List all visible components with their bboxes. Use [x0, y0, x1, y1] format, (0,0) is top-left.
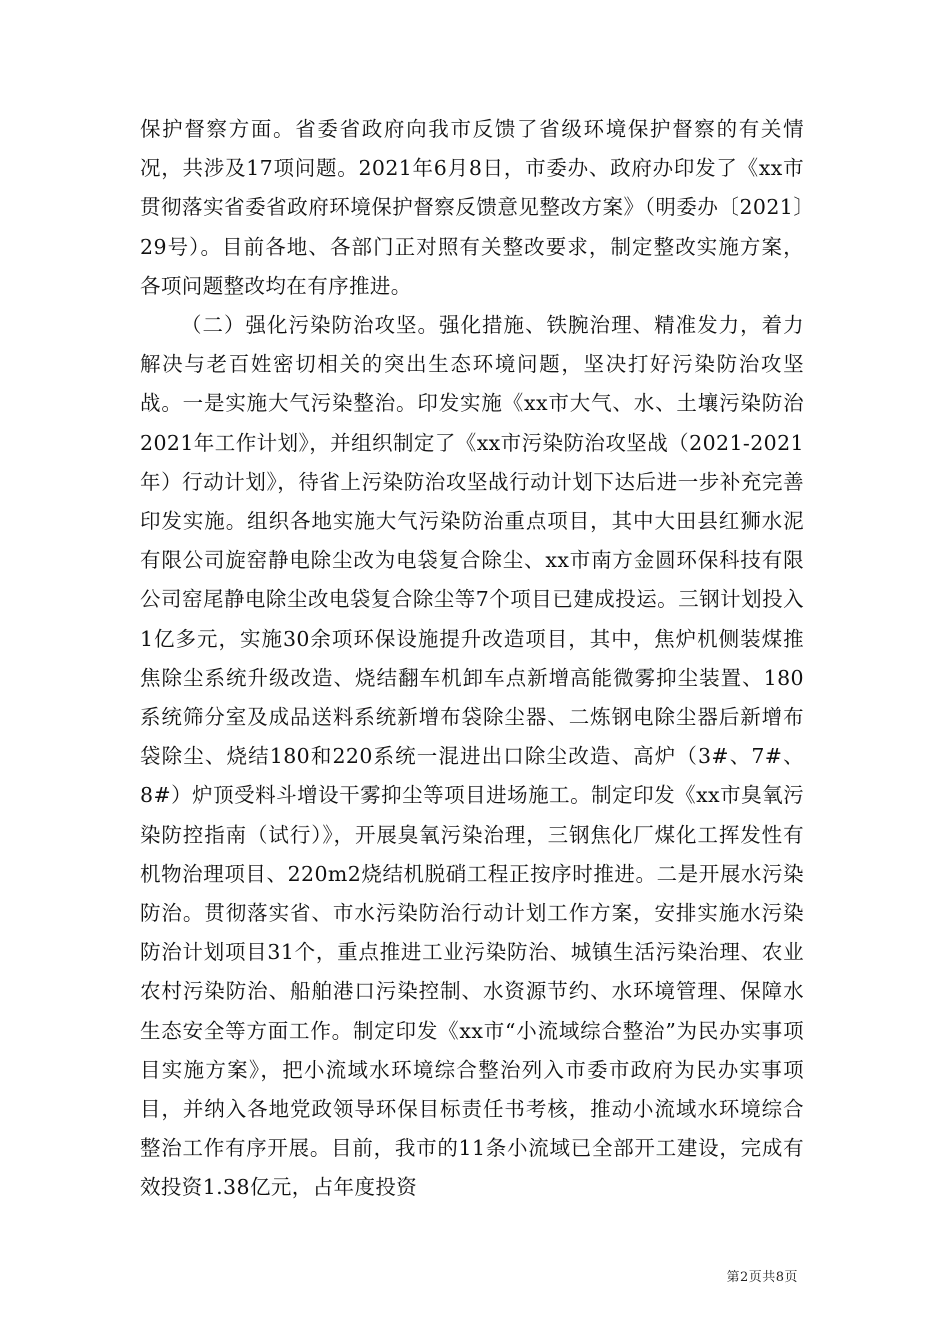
document-body — [140, 110, 804, 1208]
paragraph-pollution-control: （二）强化污染防治攻坚。强化措施、铁腕治理、精准发力，着力解决与老百姓密切相关的突出生态环境问题，坚决打好污染防治攻坚战。一是实施大气污染整治。印发实施《xx市大气、水、土壤污染防治2021年工作计划》，并组织制定了《xx市污染防治攻坚战（2021-2021年）行动计划》，待省上污染防治攻坚战行动计划下达后进一步补充完善印发实施。组织各地实施大气污染防治重点项目，其中大田县红狮水泥有限公司旋窑静电除尘改为电袋复合除尘、xx市南方金圆环保科技有限公司窑尾静电除尘改电袋复合除尘等7个项目已建成投运。三钢计划投入1亿多元，实施30余项环保设施提升改造项目，其中，焦炉机侧装煤推焦除尘系统升级改造、烧结翻车机卸车点新增高能微雾抑尘装置、180系统筛分室及成品送料系统新增布袋除尘器、二炼钢电除尘器后新增布袋除尘、烧结180和220系统一混进出口除尘改造、高炉（3#、7#、8#）炉顶受料斗增设干雾抑尘等项目进场施工。制定印发《xx市臭氧污染防控指南（试行）》，开展臭氧污染治理，三钢焦化厂煤化工挥发性有机物治理项目、220m2烧结机脱硝工程正按序时推进。二是开展水污染防治。贯彻落实省、市水污染防治行动计划工作方案，安排实施水污染防治计划项目31个，重点推进工业污染防治、城镇生活污染治理、农业农村污染防治、船舶港口污染控制、水资源节约、水环境管理、保障水生态安全等方面工作。制定印发《xx市“小流域综合整治”为民办实事项目实施方案》，把小流域水环境综合整治列入市委市政府为民办实事项目，并纳入各地党政领导环保目标责任书考核，推动小流域水环境综合整治工作有序开展。目前，我市的11条小流域已全部开工建设，完成有效投资1.38亿元，占年度投资 — [140, 313, 804, 1200]
paragraph-continuation: 保护督察方面。省委省政府向我市反馈了省级环境保护督察的有关情况，共涉及17项问题。2021年6月8日，市委办、政府办印发了《xx市贯彻落实省委省政府环境保护督察反馈意见整改方案》（明委办〔2021〕29号）。目前各地、各部门正对照有关整改要求，制定整改实施方案，各项问题整改均在有序推进。 — [140, 117, 804, 298]
page-number: 第2页共8页 — [726, 1270, 798, 1285]
